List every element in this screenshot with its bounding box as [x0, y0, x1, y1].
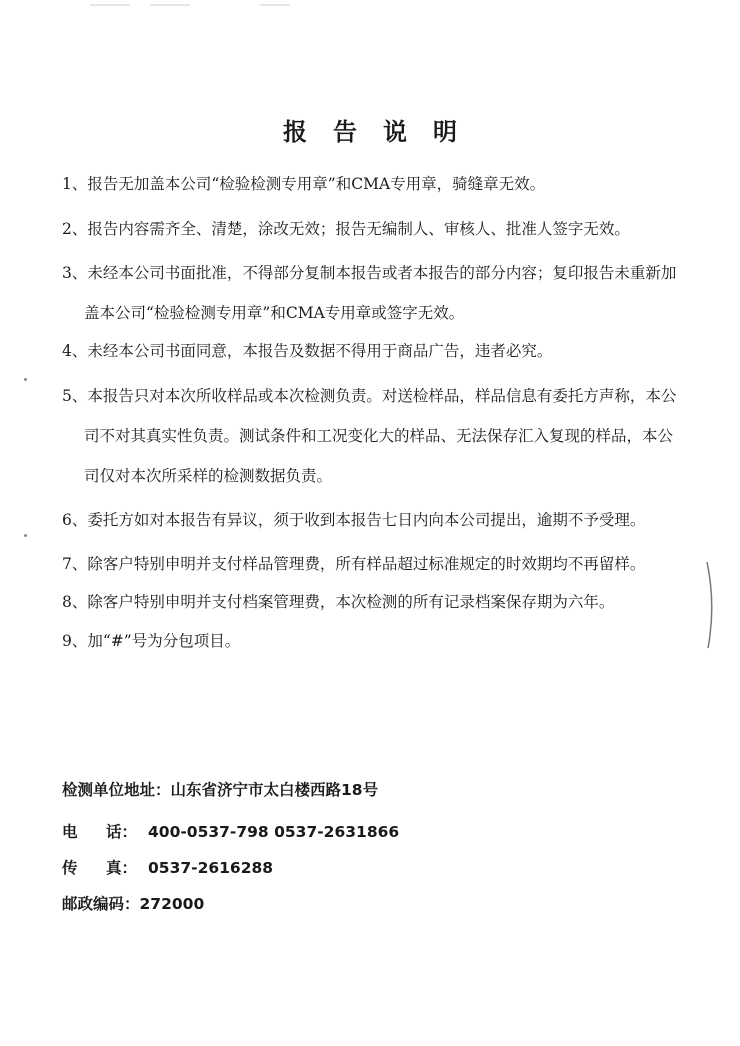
- contact-block: [62, 772, 682, 922]
- phone-row: [62, 814, 682, 850]
- note-number: 4、: [62, 342, 88, 360]
- note-text: 报告内容需齐全、清楚，涂改无效；报告无编制人、审核人、批准人签字无效。: [87, 220, 630, 238]
- note-number: 3、: [62, 264, 88, 282]
- note-item: [62, 544, 682, 584]
- note-text: 未经本公司书面批准，不得部分复制本报告或者本报告的部分内容；复印报告未重新加盖本公司“检验检测专用章”和CMA专用章或签字无效。: [84, 264, 677, 322]
- note-item: [62, 209, 682, 249]
- note-text: 除客户特别申明并支付样品管理费，所有样品超过标准规定的时效期均不再留样。: [87, 555, 646, 573]
- fax-label: [62, 850, 148, 886]
- phone-label-char: 话：: [106, 823, 138, 841]
- address-value: 山东省济宁市太白楼西路18号: [170, 781, 379, 799]
- address-row: [62, 772, 682, 808]
- note-number: 8、: [62, 593, 88, 611]
- note-item: [62, 337, 682, 365]
- binding-mark: [704, 560, 718, 650]
- fax-label-char: 传: [62, 859, 78, 877]
- postcode-label: 邮政编码：: [62, 895, 140, 913]
- scan-artifact: [90, 4, 130, 6]
- note-number: 6、: [62, 511, 88, 529]
- note-number: 1、: [62, 175, 88, 193]
- note-item: [62, 253, 682, 333]
- scan-dot: [24, 534, 27, 537]
- postcode-row: [62, 886, 682, 922]
- fax-label-char: 真：: [106, 859, 138, 877]
- note-text: 除客户特别申明并支付档案管理费，本次检测的所有记录档案保存期为六年。: [87, 593, 615, 611]
- note-text: 报告无加盖本公司“检验检测专用章”和CMA专用章，骑缝章无效。: [87, 175, 546, 193]
- note-number: 7、: [62, 555, 88, 573]
- phone-label: [62, 814, 148, 850]
- note-number: 5、: [62, 387, 88, 405]
- fax-value: 0537-2616288: [148, 859, 274, 877]
- phone-label-char: 电: [62, 823, 78, 841]
- note-item: [62, 588, 682, 616]
- note-item: [62, 500, 682, 540]
- notes-list: [62, 170, 682, 666]
- address-label: 检测单位地址：: [62, 781, 171, 799]
- note-number: 2、: [62, 220, 88, 238]
- note-item: [62, 376, 682, 496]
- scan-artifact: [260, 4, 290, 6]
- phone-value: 400-0537-798 0537-2631866: [148, 823, 400, 841]
- page-title: 报告说明: [283, 117, 483, 146]
- postcode-value: 272000: [139, 895, 205, 913]
- note-text: 本报告只对本次所收样品或本次检测负责。对送检样品，样品信息有委托方声称，本公司不对其真实性负责。测试条件和工况变化大的样品、无法保存汇入复现的样品，本公司仅对本次所采样的检测数据负责。: [84, 387, 677, 485]
- scan-artifact: [150, 4, 190, 6]
- note-text: 委托方如对本报告有异议，须于收到本报告七日内向本公司提出，逾期不予受理。: [87, 511, 646, 529]
- note-number: 9、: [62, 632, 88, 650]
- fax-row: [62, 850, 682, 886]
- scan-dot: [24, 378, 27, 381]
- note-text: 未经本公司书面同意，本报告及数据不得用于商品广告，违者必究。: [87, 342, 553, 360]
- note-item: [62, 627, 682, 655]
- note-item: [62, 170, 682, 198]
- note-text: 加“#”号为分包项目。: [87, 632, 241, 650]
